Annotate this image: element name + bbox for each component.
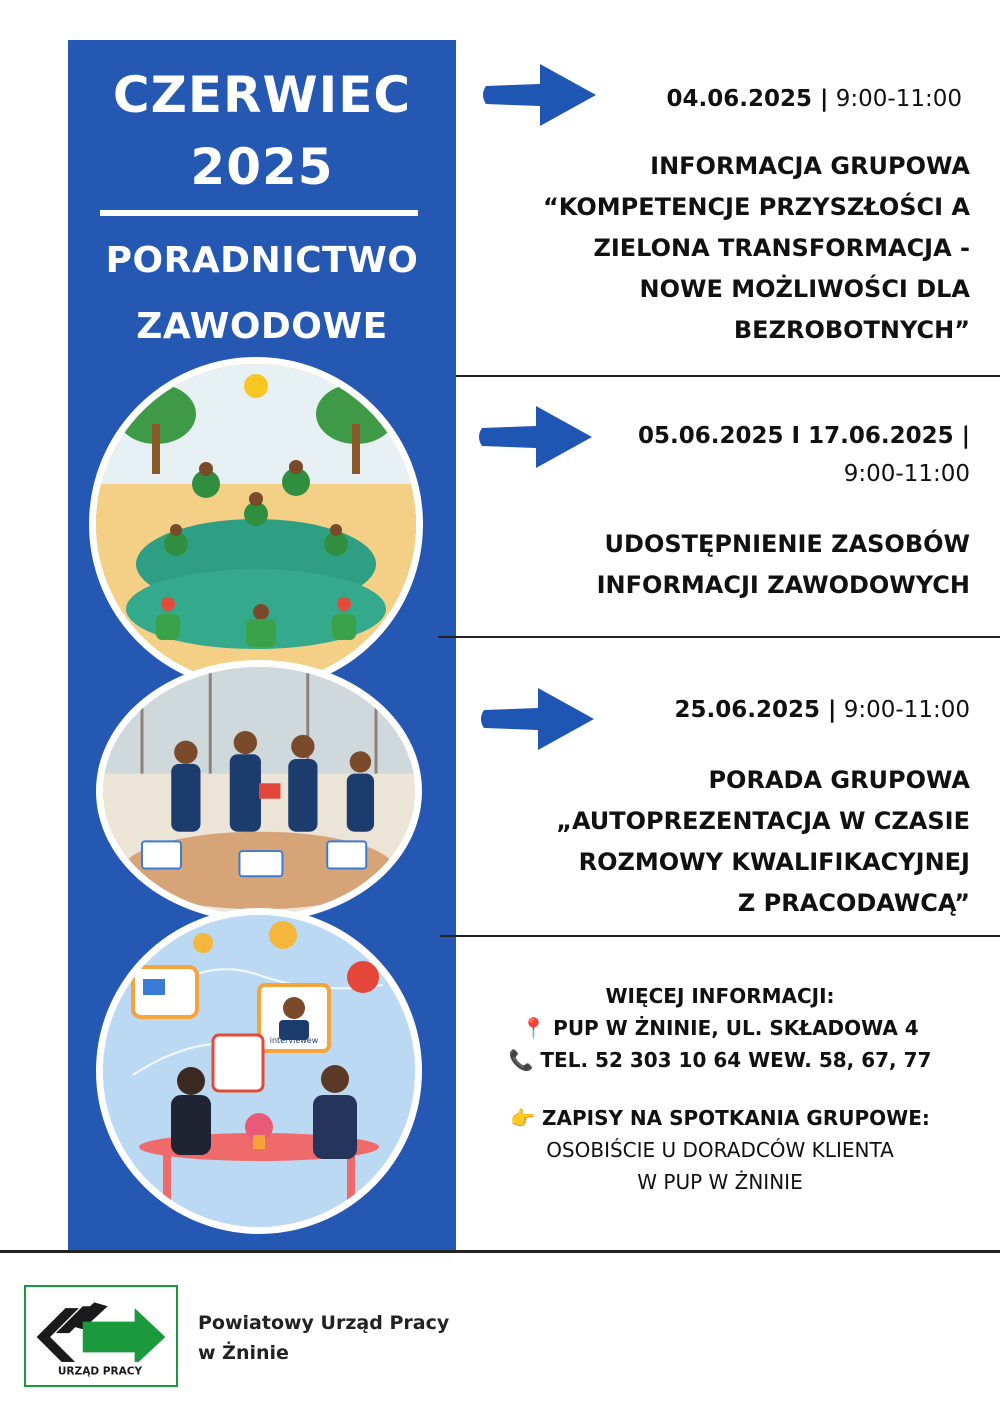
section-divider [438,636,1000,638]
event-3-date: 25.06.2025 | [674,697,837,723]
info-address: 📍 PUP W ŻNINIE, UL. SKŁADOWA 4 [521,1016,919,1040]
event-1-title-line: INFORMACJA GRUPOWA [650,152,970,180]
event-1-title-line: NOWE MOŻLIWOŚCI DLA [639,275,970,303]
event-1-title-line: ZIELONA TRANSFORMACJA - [593,234,970,262]
footer-divider [0,1250,1000,1253]
event-3-time: 9:00-11:00 [836,697,970,723]
event-3-datetime [675,693,970,727]
event-2-title-line: UDOSTĘPNIENIE ZASOBÓW [604,530,970,558]
title-divider [100,210,418,216]
green-workshop-illustration [89,357,423,691]
event-2-time: 9:00-11:00 [843,461,970,487]
signup-heading: 👉 ZAPISY NA SPOTKANIA GRUPOWE: [510,1106,930,1130]
event-2-date: 05.06.2025 I 17.06.2025 | [638,423,970,449]
event-2-title [597,524,970,606]
contact-info [470,980,970,1198]
organization-name [198,1308,449,1368]
event-1-datetime [667,82,962,116]
event-3-title-line: „AUTOPREZENTACJA W CZASIE [556,807,970,835]
section-divider [440,935,1000,937]
interview-label: interviewew [269,1036,319,1045]
event-1-title-line: BEZROBOTNYCH” [733,316,970,344]
section-divider [456,375,1000,377]
event-2-title-line: INFORMACJI ZAWODOWYCH [596,571,970,599]
signup-line-1: OSOBIŚCIE U DORADCÓW KLIENTA [546,1138,894,1162]
urzad-pracy-logo-icon [24,1285,178,1387]
year-title: 2025 [190,138,334,196]
event-1-title-line: “KOMPETENCJE PRZYSZŁOŚCI A [543,193,970,221]
info-phone: 📞 TEL. 52 303 10 64 WEW. 58, 67, 77 [508,1048,932,1072]
month-title: CZERWIEC [112,66,412,124]
event-1-date: 04.06.2025 | [666,86,829,112]
event-3-title-line: ROZMOWY KWALIFIKACYJNEJ [578,848,970,876]
job-interview-illustration [96,908,422,1234]
subtitle-line-2: ZAWODOWE [136,306,388,347]
org-line-1: Powiatowy Urząd Pracy [198,1312,450,1334]
signup-line-2: W PUP W ŻNINIE [637,1170,803,1194]
event-1-title [543,146,970,351]
subtitle-line-1: PORADNICTWO [105,240,419,281]
event-2-datetime [638,419,970,491]
networking-office-illustration [96,660,422,922]
arrow-right-icon [474,402,594,472]
event-3-title [556,760,970,924]
org-line-2: w Żninie [198,1342,289,1364]
event-3-title-line: PORADA GRUPOWA [708,766,970,794]
event-3-title-line: Z PRACODAWCĄ” [737,889,970,917]
logo-caption: URZĄD PRACY [57,1365,143,1378]
arrow-right-icon [478,60,598,130]
arrow-right-icon [476,684,596,754]
info-heading: WIĘCEJ INFORMACJI: [605,984,835,1008]
event-1-time: 9:00-11:00 [828,86,962,112]
